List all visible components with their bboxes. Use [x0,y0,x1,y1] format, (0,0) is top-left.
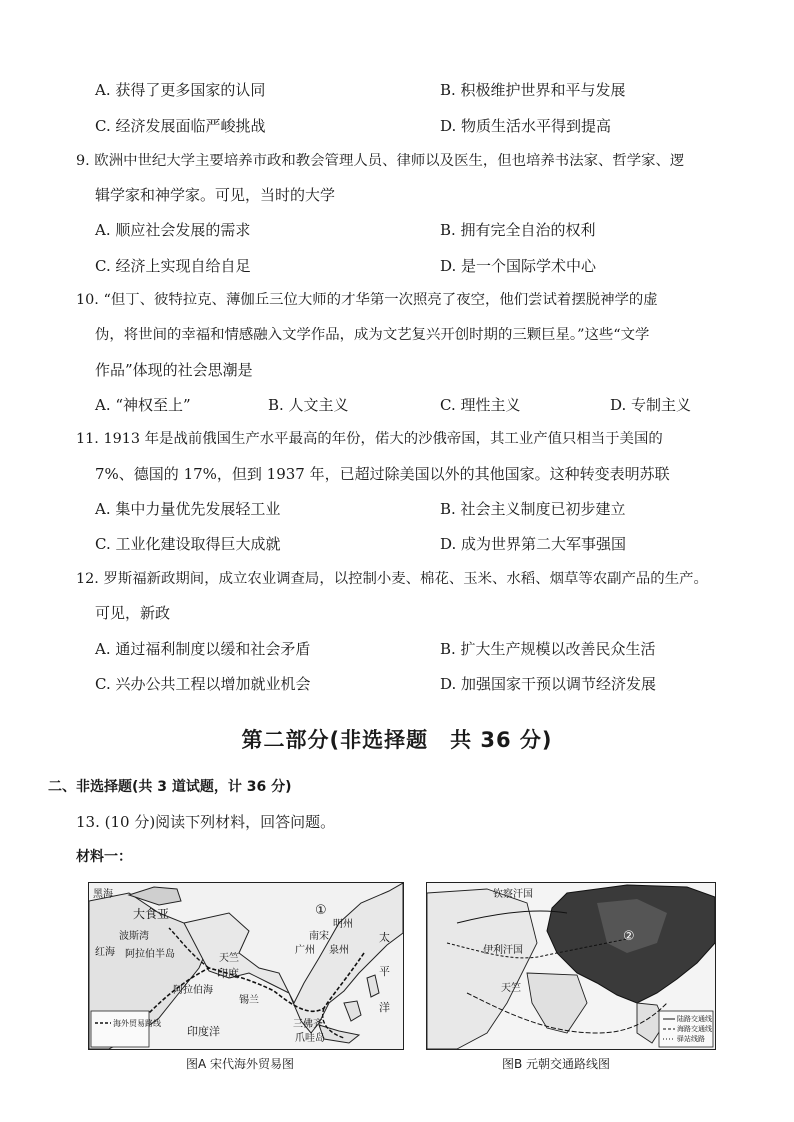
q10-option-d: D. 专制主义 [610,396,692,414]
map-b-legend-land: 陆路交通线 [677,1015,712,1023]
q9-stem-line1: 9. 欧洲中世纪大学主要培养市政和教会管理人员、律师以及医生，但也培养书法家、哲学家、逻 [76,153,685,169]
map-a-indian-ocean: 印度洋 [187,1025,220,1038]
map-b-yuan-routes [426,882,716,1050]
q12-option-b: B. 扩大生产规模以改善民众生活 [440,640,656,658]
map-a-nansong: 南宋 [309,931,329,942]
map-a-zhuawa: 爪哇岛 [295,1033,325,1044]
q8-option-c: C. 经济发展面临严峻挑战 [95,117,266,135]
map-a-yang: 洋 [379,1001,390,1014]
q11-option-b: B. 社会主义制度已初步建立 [440,500,626,518]
map-a-legend: 海外贸易路线 [113,1019,161,1028]
q10-option-b: B. 人文主义 [268,396,349,414]
q12-option-c: C. 兴办公共工程以增加就业机会 [95,675,311,693]
map-a-ping: 平 [379,965,390,978]
q9-stem-line2: 辑学家和神学家。可见，当时的大学 [95,186,336,204]
map-a-arab-peninsula: 阿拉伯半岛 [125,949,175,960]
section2-heading: 二、非选择题(共 3 道试题，计 36 分) [48,779,292,795]
q10-option-c: C. 理性主义 [440,396,521,414]
map-a-caption: 图A 宋代海外贸易图 [186,1057,295,1071]
q10-option-a: A. “神权至上” [95,396,191,414]
map-a-quanzhou: 泉州 [329,945,349,956]
q11-option-d: D. 成为世界第二大军事强国 [440,535,627,553]
q9-option-d: D. 是一个国际学术中心 [440,257,597,275]
map-a-persia: 波斯湾 [119,931,149,942]
q12-stem-line2: 可见，新政 [95,604,171,622]
q9-option-a: A. 顺应社会发展的需求 [95,221,251,239]
map-a-dashiya: 大食亚 [133,907,170,921]
q8-option-d: D. 物质生活水平得到提高 [440,117,612,135]
q11-stem-line2: 7%、德国的 17%，但到 1937 年，已超过除美国以外的其他国家。这种转变表明苏联 [95,465,670,483]
q10-stem-line1: 10. “但丁、彼特拉克、薄伽丘三位大师的才华第一次照亮了夜空，他们尝试着摆脱神学的虚 [76,292,658,308]
map-b-drawing [427,883,715,1049]
q11-option-c: C. 工业化建设取得巨大成就 [95,535,281,553]
map-b-yiliu: 伊利汗国 [483,945,523,956]
map-a-sanfoqi: 三佛齐 [293,1019,323,1030]
q12-option-a: A. 通过福利制度以缓和社会矛盾 [95,640,311,658]
map-a-mingzhou: 明州 [333,919,353,930]
part2-title: 第二部分(非选择题 共 36 分) [241,728,553,752]
q13-stem: 13. (10 分)阅读下列材料，回答问题。 [76,813,336,831]
map-b-tianzhu: 天竺 [501,983,521,994]
q8-option-a: A. 获得了更多国家的认同 [95,81,266,99]
q12-option-d: D. 加强国家干预以调节经济发展 [440,675,657,693]
q12-stem-line1: 12. 罗斯福新政期间，成立农业调查局，以控制小麦、棉花、玉米、水稻、烟草等农副产品的生产。 [76,571,708,587]
map-b-legend-sea: 海路交通线 [677,1025,712,1033]
map-a-song-trade [88,882,404,1050]
map-a-red-sea: 红海 [95,947,115,958]
map-b-caption: 图B 元朝交通路线图 [502,1057,611,1071]
q9-option-b: B. 拥有完全自治的权利 [440,221,596,239]
map-a-marker-1: ① [315,903,327,918]
map-a-arabian-sea: 阿拉伯海 [173,985,213,996]
map-b-khanate: 钦察汗国 [493,889,533,900]
q11-stem-line1: 11. 1913 年是战前俄国生产水平最高的年份，偌大的沙俄帝国，其工业产值只相当于美国的 [76,431,663,447]
map-a-tai: 太 [379,931,390,944]
material1-label: 材料一： [76,849,132,865]
map-b-marker-2: ② [623,929,635,944]
q8-option-b: B. 积极维护世界和平与发展 [440,81,626,99]
map-a-ceylon: 锡兰 [239,995,259,1006]
q9-option-c: C. 经济上实现自给自足 [95,257,251,275]
q11-option-a: A. 集中力量优先发展轻工业 [95,500,281,518]
map-a-tianzhu: 天竺 [219,953,239,964]
q10-stem-line2: 伪，将世间的幸福和情感融入文学作品，成为文艺复兴开创时期的三颗巨星。”这些“文学 [95,327,650,343]
map-a-guangzhou: 广州 [295,945,315,956]
map-a-black-sea: 黑海 [93,889,113,900]
map-a-india: 印度 [217,967,239,980]
q10-stem-line3: 作品”体现的社会思潮是 [95,361,253,379]
map-b-legend-post: 驿站线路 [677,1035,705,1043]
